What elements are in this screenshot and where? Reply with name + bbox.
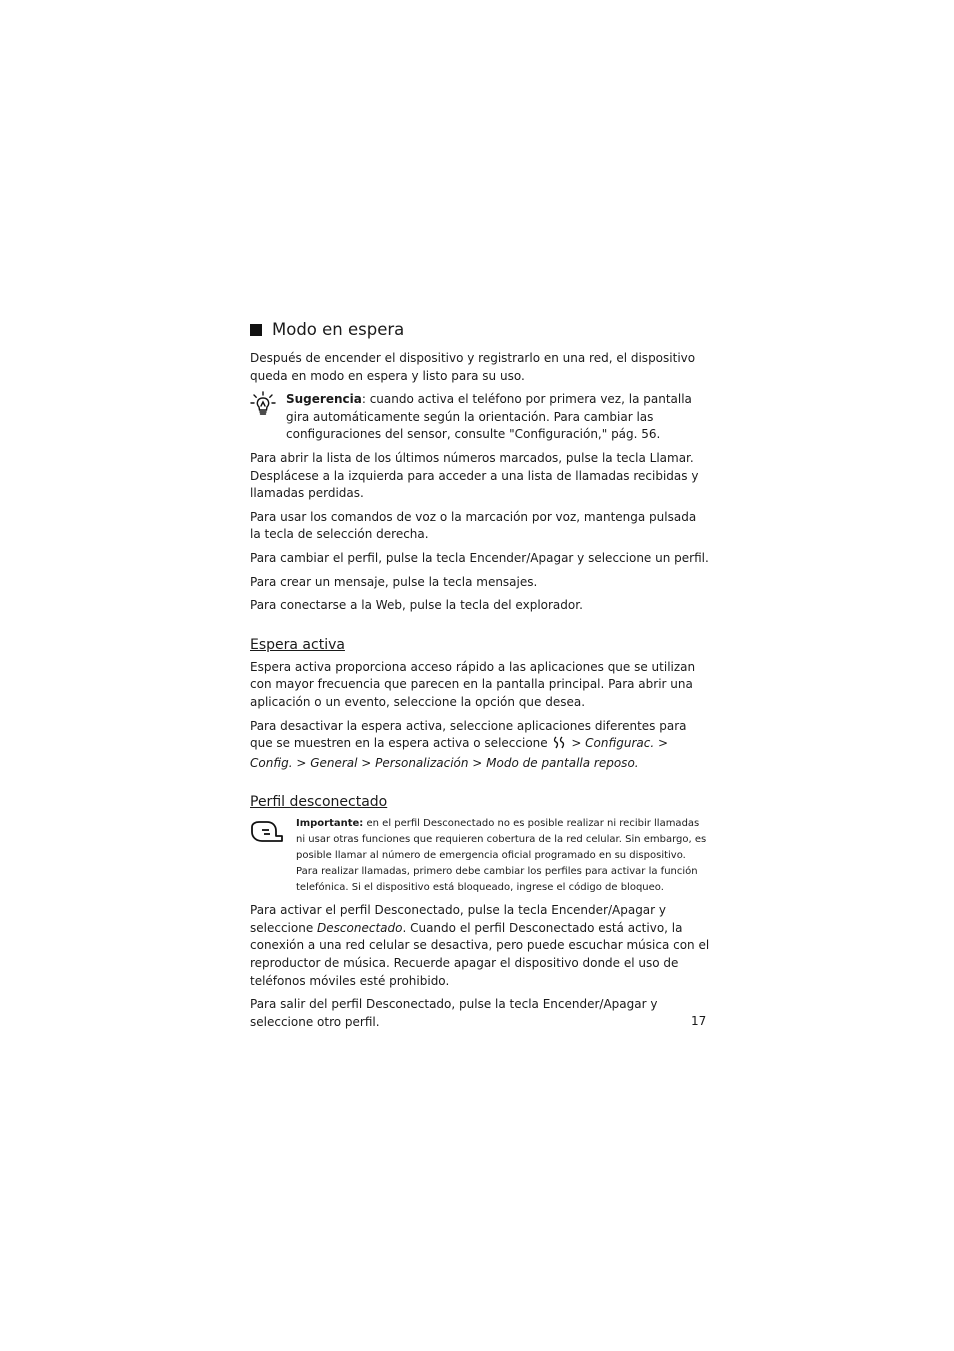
paragraph: Para cambiar el perfil, pulse la tecla Encender/Apagar y seleccione un perfil. — [250, 550, 709, 565]
subheading-perfil-desconectado: Perfil desconectado — [250, 794, 388, 811]
intro-paragraph: Después de encender el dispositivo y registrarlo en una red, el dispositivo queda en modo en espera y listo para su uso. — [250, 351, 696, 383]
page-number: 17 — [691, 1014, 707, 1028]
note-label: Importante: — [296, 818, 364, 830]
important-note — [250, 816, 710, 896]
menu-key-icon — [553, 736, 565, 755]
important-hand-icon — [250, 816, 296, 896]
section-title: Modo en espera — [272, 320, 405, 339]
tip-text — [286, 391, 710, 444]
p1-italic: Desconectado — [317, 920, 403, 935]
paragraph: Para conectarse a la Web, pulse la tecla del explorador. — [250, 598, 583, 613]
paragraph-with-path — [250, 718, 710, 773]
menu-path: > Configurac. > Config. > General > Personalización > Modo de pantalla reposo. — [250, 736, 669, 770]
subheading-espera-activa: Espera activa — [250, 636, 345, 653]
note-body: en el perfil Desconectado no es posible realizar ni recibir llamadas ni usar otras funciones que requieren cobertura de la red celular. Sin embargo, es posible llamar al número de emergencia oficial programado en su dispositivo. Para realizar llamadas, primero debe cambiar los perfiles para activar la función telefónica. Si el dispositivo está bloqueado, ingrese el código de bloqueo. — [296, 818, 707, 894]
tip-body: : cuando activa el teléfono por primera vez, la pantalla gira automáticamente según la orientación. Para cambiar las configuraciones del sensor, consulte "Configuración," pág. 56. — [286, 392, 692, 442]
section-heading — [250, 318, 710, 342]
paragraph: Para crear un mensaje, pulse la tecla mensajes. — [250, 574, 538, 589]
lightbulb-icon — [250, 391, 286, 444]
p1-start: Para activar el perfil Desconectado, pulse la tecla Encender/Apagar y seleccione — [250, 903, 667, 935]
tip-box — [250, 391, 710, 444]
paragraph: Para abrir la lista de los últimos números marcados, pulse la tecla Llamar. Desplácese a la izquierda para acceder a una lista de llamadas recibidas y llamadas perdidas. — [250, 450, 699, 501]
path-intro: Para desactivar la espera activa, seleccione aplicaciones diferentes para que se muestren en la espera activa o seleccione — [250, 718, 687, 751]
paragraph: Para usar los comandos de voz o la marcación por voz, mantenga pulsada la tecla de selección derecha. — [250, 509, 697, 542]
tip-label: Sugerencia — [286, 392, 362, 407]
paragraph: Para salir del perfil Desconectado, pulse la tecla Encender/Apagar y seleccione otro perfil. — [250, 997, 658, 1029]
square-bullet-icon — [250, 324, 262, 336]
page-content — [250, 318, 710, 1037]
note-text — [296, 816, 710, 896]
paragraph: Espera activa proporciona acceso rápido a las aplicaciones que se utilizan con mayor frecuencia que parecen en la pantalla principal. Para abrir una aplicación o un evento, seleccione la opción que desea. — [250, 659, 696, 709]
p1-end: . Cuando el perfil Desconectado está activo, la conexión a una red celular se desactiva, pero puede escuchar música con el reproductor de música. Recuerde apagar el dispositivo donde el uso de teléfonos móviles esté prohibido. — [250, 920, 710, 988]
paragraph — [250, 902, 710, 990]
